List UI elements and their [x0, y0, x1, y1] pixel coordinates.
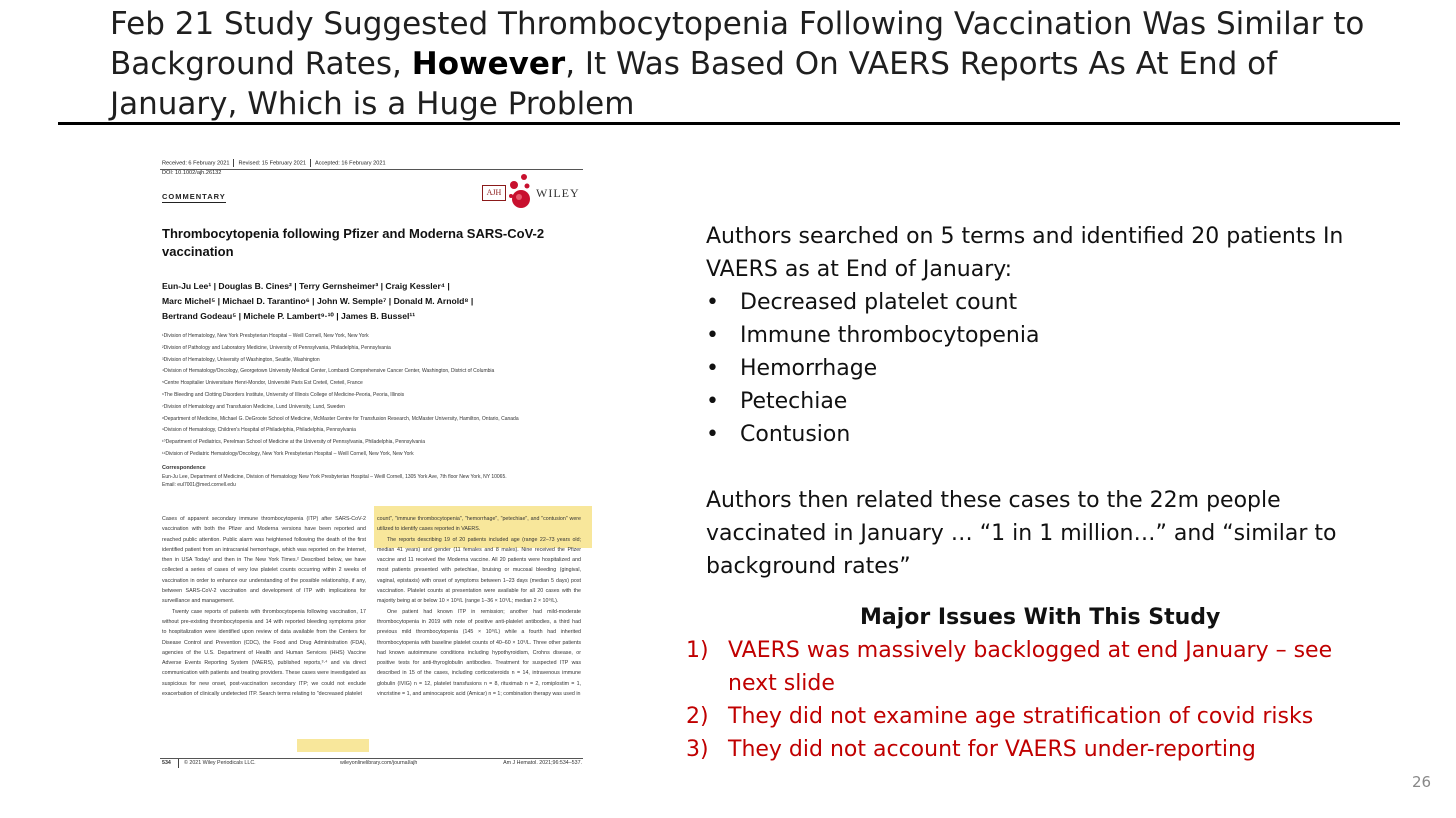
issue-item	[686, 700, 1386, 733]
issue-item	[686, 634, 1386, 700]
footer-url: wileyonlinelibrary.com/journal/ajh	[340, 760, 418, 766]
page-number: 26	[1412, 773, 1432, 791]
paper-bottom-rule	[160, 758, 583, 759]
search-term-item: • Immune thrombocytopenia	[706, 319, 1406, 352]
affiliation: ¹⁰Department of Pediatrics, Perelman School of Medicine at the University of Pennsylvania, Philadelphia, Pennsylvania	[162, 439, 425, 446]
search-term-item: • Petechiae	[706, 385, 1406, 418]
affiliation: ¹¹Division of Pediatric Hematology/Oncology, New York Presbyterian Hospital – Weill Cornell, New York, New York	[162, 450, 414, 457]
affiliation: ³Division of Hematology, University of Washington, Seattle, Washington	[162, 356, 320, 363]
paper-doi: DOI: 10.1002/ajh.26132	[162, 170, 222, 176]
paper-dates	[162, 159, 386, 167]
issue-number: 2)	[686, 704, 709, 729]
paper-authors	[162, 279, 582, 324]
highlight-search-terms-start	[297, 739, 369, 752]
search-term-item: • Decreased platelet count	[706, 286, 1406, 319]
affiliation: ¹Division of Hematology, New York Presbyterian Hospital – Weill Cornell, New York, New York	[162, 333, 369, 339]
blood-drops-logo	[507, 169, 533, 213]
issue-item	[686, 733, 1386, 766]
footer-separator	[178, 759, 179, 768]
issue-text: They did not account for VAERS under-reporting	[728, 737, 1256, 762]
title-divider	[58, 122, 1400, 125]
paragraph: The reports describing 19 of 20 patients included age (range 22–73 years old; median 41 years) and gender (11 females and 8 males). Nine received the Pfizer vaccine and 11 received the Moderna vaccine. All 20 patients were hospitalized and most patients presented with petechiae, bruising or mucosal bleeding (gingival, vaginal, epistaxis) with onset of symptoms between 1–23 days (median 5 days) post vaccination. Platelet counts at presentation were available for all 20 cases with the majority being at or below 10 × 10⁹/L (range 1–36 × 10⁹/L; median 2 × 10⁹/L).	[377, 536, 581, 605]
authors-line: Eun-Ju Lee¹ | Douglas B. Cines² | Terry Gernsheimer³ | Craig Kessler⁴ |	[162, 281, 450, 291]
affiliation: ⁹Division of Hematology, Children's Hospital of Philadelphia, Philadelphia, Pennsylvania	[162, 427, 356, 434]
received-date: Received: 6 February 2021	[162, 160, 230, 167]
paper-title: Thrombocytopenia following Pfizer and Moderna SARS-CoV-2 vaccination	[162, 226, 545, 259]
journal-logo: AJH	[482, 185, 506, 201]
issue-text: They did not examine age stratification of covid risks	[728, 704, 1314, 729]
paper-excerpt	[160, 155, 585, 775]
issue-number: 1)	[686, 638, 709, 663]
slide-title	[110, 4, 1370, 124]
paragraph: Twenty case reports of patients with thrombocytopenia following vaccination, 17 without pre-existing thrombocytopenia and 14 with reported bleeding symptoms prior to hospitalization were identified upon review of data available from the Centers for Disease Control and Prevention (CDC), the Food and Drug Administration (FDA), agencies of the U.S. Department of Health and Human Services (HHS) Vaccine Adverse Events Reporting System (VAERS), published reports,³·⁴ and via direct communication with patients and treating providers. These cases were investigated as suspicious for new onset, post-vaccination secondary ITP; we could not exclude exacerbation of clinically undetected ITP. Search terms relating to "decreased platelet	[162, 608, 366, 698]
accepted-date: Accepted: 16 February 2021	[314, 160, 386, 167]
paragraph: Cases of apparent secondary immune thrombocytopenia (ITP) after SARS-CoV-2 vaccination with both the Pfizer and Moderna versions have been reported and reached public attention. Public alarm was heightened following the death of the first identified patient from an intracranial hemorrhage, which was reported on the Internet, then in USA Today¹ and then in The New York Times.² Described below, we have collected a series of cases of very low platelet counts occurring within 2 weeks of vaccination in order to enhance our understanding of the possible relationship, if any, between SARS-CoV-2 vaccination and development of ITP with implications for surveillance and management.	[162, 516, 366, 605]
issue-number: 3)	[686, 737, 709, 762]
affiliation: ⁷Division of Hematology and Transfusion Medicine, Lund University, Lund, Sweden	[162, 403, 345, 410]
paper-column-left	[162, 514, 366, 699]
affiliation: ⁶The Bleeding and Clotting Disorders Institute, University of Illinois College of Medicine-Peoria, Peoria, Illinois	[162, 391, 405, 398]
affiliation: ²Division of Pathology and Laboratory Medicine, University of Pennsylvania, Philadelphia, Pennsylvania	[162, 344, 391, 351]
paragraph: count", "immune thrombocytopenia", "hemorrhage", "petechiae", and "contusion" were utilized to identify cases reported in VAERS.	[377, 516, 581, 533]
search-term-item: • Hemorrhage	[706, 352, 1406, 385]
footer-citation: Am J Hematol. 2021;96:534–537.	[503, 760, 582, 766]
affiliation: ⁸Department of Medicine, Michael G. DeGroote School of Medicine, McMaster Centre for Transfusion Research, McMaster University, Hamilton, Ontario, Canada	[162, 415, 519, 422]
affiliation: ⁴Division of Hematology/Oncology, Georgetown University Medical Center, Lombardi Comprehensive Cancer Center, Washington, District of Columbia	[162, 368, 495, 375]
summary-intro: Authors searched on 5 terms and identified 20 patients In VAERS as at End of January:	[706, 224, 1344, 282]
paper-column-right	[377, 514, 581, 699]
correspondence-email: Email: eul7001@med.cornell.edu	[162, 482, 236, 488]
authors-line: Bertrand Godeau⁵ | Michele P. Lambert⁹·¹⁰ | James B. Bussel¹¹	[162, 311, 416, 321]
footer-copyright: © 2021 Wiley Periodicals LLC.	[184, 760, 256, 766]
issues-heading: Major Issues With This Study	[860, 605, 1221, 630]
publisher-logo: WILEY	[536, 186, 580, 200]
paragraph: One patient had known ITP in remission; another had mild-moderate thrombocytopenia in 2019 with note of positive anti-platelet antibodies, a third had previous mild thrombocytopenia (145 × 10⁹/L) while a fourth had inherited thrombocytopenia with baseline platelet counts of 40–60 × 10⁹/L. Three other patients had known autoimmune conditions including hypothyroidism, Crohns disease, or positive tests for anti-thyroglobulin antibodies. Treatment for suspected ITP was described in 15 of the cases, including corticosteroids n = 14, intravenous immune globulin (IVIG) n = 12, platelet transfusions n = 8, rituximab n = 2, romiplostim = 1, vincristine = 1, and aminocaproic acid (Amicar) n = 1; combination therapy was used in	[377, 608, 581, 698]
title-text-part2: , It Was Based On VAERS Reports As At End of January, Which is a Huge Problem	[110, 46, 1278, 122]
affiliation: ⁵Centre Hospitalier Universitaire Henri-Mondor, Université Paris Est Creteil, Creteil, France	[162, 380, 363, 387]
title-emphasis: However	[411, 46, 566, 82]
issues-list	[686, 634, 1386, 766]
summary-relation: Authors then related these cases to the 22m people vaccinated in January … “1 in 1 million…” and “similar to background rates”	[706, 488, 1337, 579]
issue-text: VAERS was massively backlogged at end January – see next slide	[728, 638, 1333, 696]
footer-page: 534	[162, 760, 171, 766]
paper-affiliations	[162, 331, 582, 461]
title-text-part1: Feb 21 Study Suggested Thrombocytopenia Following Vaccination Was Similar to Background Rates,	[110, 6, 1365, 82]
summary-text	[706, 220, 1406, 583]
paper-correspondence	[162, 464, 582, 490]
correspondence-address: Eun-Ju Lee, Department of Medicine, Division of Hematology New York Presbyterian Hospital – Weill Cornell, 1305 York Ave, 7th floor New York, NY 10065.	[162, 473, 507, 480]
correspondence-label: Correspondence	[162, 465, 206, 471]
paper-section-label: COMMENTARY	[162, 192, 226, 201]
search-term-item: • Contusion	[706, 418, 1406, 451]
authors-line: Marc Michel⁵ | Michael D. Tarantino⁶ | John W. Semple⁷ | Donald M. Arnold⁸ |	[162, 296, 474, 306]
revised-date: Revised: 15 February 2021	[238, 160, 306, 167]
search-terms-list	[706, 286, 1406, 451]
